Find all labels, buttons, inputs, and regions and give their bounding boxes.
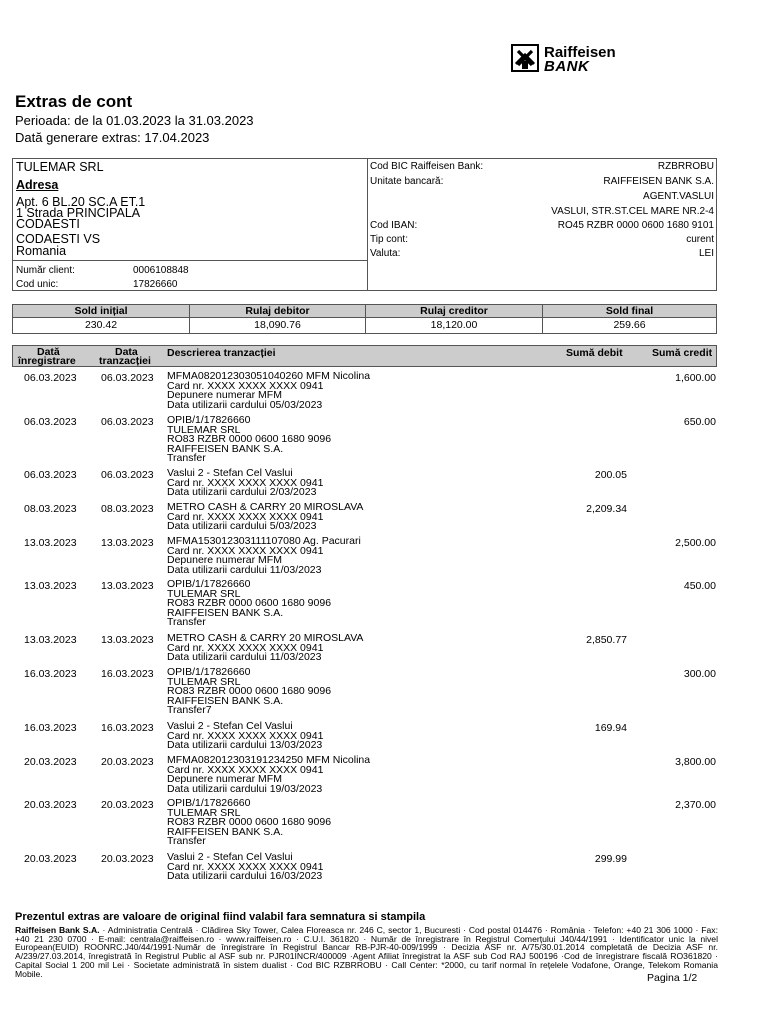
transaction-description — [167, 634, 363, 663]
transaction-description — [167, 580, 331, 628]
registration-date: 06.03.2023 — [24, 416, 77, 428]
transaction-date: 16.03.2023 — [101, 722, 154, 734]
unique-code-label: Cod unic: — [16, 279, 59, 290]
raiffeisen-logo — [511, 44, 631, 76]
unique-code: 17826660 — [133, 279, 178, 290]
description-line: RAIFFEISEN BANK S.A. — [167, 442, 284, 455]
validity-notice: Prezentul extras are valoare de original fiind valabil fara semnatura si stampila — [15, 911, 426, 923]
debit-amount: 169.94 — [594, 722, 627, 734]
client-number: 0006108848 — [133, 265, 189, 276]
opening-balance: 230.42 — [84, 319, 118, 331]
legal-company: Raiffeisen Bank S.A. — [15, 925, 100, 935]
iban-value: RO45 RZBR 0000 0600 1680 9101 — [557, 220, 714, 231]
credit-amount: 1,600.00 — [675, 372, 716, 384]
description-line: Card nr. XXXX XXXX XXXX 0941 — [167, 379, 324, 392]
summary-header-cell: Rulaj creditor — [365, 305, 542, 317]
summary-header-cell: Sold final — [542, 305, 716, 317]
transaction-description — [167, 853, 323, 882]
credit-amount: 2,370.00 — [675, 799, 716, 811]
client-name: TULEMAR SRL — [16, 160, 104, 174]
description-line: Transfer — [167, 452, 206, 464]
description-line: Data utilizarii cardului 2/03/2023 — [167, 486, 317, 498]
description-line: RO83 RZBR 0000 0600 1680 9096 — [167, 685, 332, 697]
summary-header-cell: Rulaj debitor — [189, 305, 365, 317]
statement-title: Extras de cont — [15, 92, 133, 111]
summary-values — [12, 318, 717, 334]
description-line: RAIFFEISEN BANK S.A. — [167, 606, 284, 619]
debit-amount: 299.99 — [594, 853, 627, 865]
currency-value: LEI — [698, 248, 714, 259]
address-line: CODAESTI — [16, 217, 80, 231]
registration-date: 16.03.2023 — [24, 722, 77, 734]
description-line: Data utilizarii cardului 11/03/2023 — [167, 651, 322, 663]
description-line: RO83 RZBR 0000 0600 1680 9096 — [167, 597, 332, 609]
transaction-date: 20.03.2023 — [101, 853, 154, 865]
unit-line: VASLUI, STR.ST.CEL MARE NR.2-4 — [551, 206, 714, 217]
description-line: RAIFFEISEN BANK S.A. — [167, 825, 284, 838]
description-line: MFMA082012303191234250 MFM Nicolina — [167, 754, 371, 766]
credit-amount: 650.00 — [683, 416, 716, 428]
transaction-description — [167, 503, 363, 532]
transaction-date: 20.03.2023 — [101, 756, 154, 768]
debit-amount: 2,850.77 — [586, 634, 627, 646]
description-line: Data utilizarii cardului 5/03/2023 — [167, 520, 317, 532]
description-line: Vaslui 2 - Stefan Cel Vaslui — [167, 720, 293, 732]
col-credit: Sumă credit — [652, 347, 713, 359]
transaction-date: 06.03.2023 — [101, 469, 154, 481]
description-line: Depunere numerar MFM — [167, 773, 282, 785]
description-line: Vaslui 2 - Stefan Cel Vaslui — [167, 467, 293, 479]
address-line: CODAESTI VS — [16, 232, 101, 246]
description-line: Card nr. XXXX XXXX XXXX 0941 — [167, 476, 324, 489]
transaction-description — [167, 722, 323, 751]
description-line: MFMA082012303051040260 MFM Nicolina — [167, 370, 371, 382]
registration-date: 06.03.2023 — [24, 469, 77, 481]
debit-total: 18,090.76 — [189, 318, 365, 333]
description-line: Card nr. XXXX XXXX XXXX 0941 — [167, 763, 324, 776]
account-info-box — [12, 158, 717, 291]
transaction-date: 06.03.2023 — [101, 372, 154, 384]
description-line: Card nr. XXXX XXXX XXXX 0941 — [167, 729, 324, 742]
transaction-date: 13.03.2023 — [101, 634, 154, 646]
transaction-date: 16.03.2023 — [101, 668, 154, 680]
transaction-description — [167, 799, 331, 847]
credit-amount: 2,500.00 — [675, 537, 716, 549]
description-line: Depunere numerar MFM — [167, 389, 282, 401]
closing-balance: 259.66 — [542, 318, 716, 333]
description-line: TULEMAR SRL — [167, 675, 241, 688]
description-line: METRO CASH & CARRY 20 MIROSLAVA — [167, 501, 364, 513]
description-line: Card nr. XXXX XXXX XXXX 0941 — [167, 641, 324, 654]
transaction-description — [167, 756, 370, 794]
legal-footer — [15, 926, 718, 978]
debit-amount: 2,209.34 — [586, 503, 627, 515]
iban-label: Cod IBAN: — [370, 220, 418, 231]
col-date-transaction-2: tranzacției — [99, 355, 151, 367]
description-line: OPIB/1/17826660 — [167, 666, 251, 678]
description-line: Transfer7 — [167, 704, 212, 716]
account-type-value: curent — [686, 234, 714, 245]
transaction-date: 20.03.2023 — [101, 799, 154, 811]
description-line: OPIB/1/17826660 — [167, 414, 251, 426]
description-line: Data utilizarii cardului 05/03/2023 — [167, 398, 323, 411]
summary-header-cell: Sold inițial — [74, 305, 128, 317]
summary-header — [12, 304, 717, 318]
credit-total: 18,120.00 — [365, 318, 542, 333]
description-line: Card nr. XXXX XXXX XXXX 0941 — [167, 544, 324, 557]
col-debit: Sumă debit — [566, 347, 623, 359]
logo-text-bank: BANK — [544, 58, 590, 75]
transaction-date: 13.03.2023 — [101, 580, 154, 592]
address-line: Romania — [16, 244, 67, 258]
registration-date: 13.03.2023 — [24, 537, 77, 549]
description-line: TULEMAR SRL — [167, 423, 241, 436]
transaction-description — [167, 668, 331, 716]
raiffeisen-gable-cross-icon — [511, 44, 539, 72]
bic-value: RZBRROBU — [657, 161, 714, 172]
client-number-label: Număr client: — [16, 265, 75, 276]
description-line: Transfer — [167, 835, 206, 847]
credit-amount: 3,800.00 — [675, 756, 716, 768]
registration-date: 06.03.2023 — [24, 372, 77, 384]
statement-generated-date: Dată generare extras: 17.04.2023 — [15, 130, 210, 145]
description-line: RO83 RZBR 0000 0600 1680 9096 — [167, 816, 332, 828]
description-line: Card nr. XXXX XXXX XXXX 0941 — [167, 510, 324, 523]
description-line: Data utilizarii cardului 19/03/2023 — [167, 782, 323, 795]
transaction-description — [167, 469, 323, 498]
registration-date: 13.03.2023 — [24, 580, 77, 592]
description-line: MFMA153012303111107080 Ag. Pacurari — [167, 535, 361, 547]
legal-text: · Administratia Centrală · Clădirea Sky Tower, Calea Floreasca nr. 246 C, sector 1, Bucuresti · Cod postal 014476 · România · Telefon: +40 21 306 1000 · Fax: +40 21 230 0700 · E-mail: centrala@raiffeisen.ro · www.raiffeisen.ro · C.U.I. 361820 · Număr de înregistrare în Registrul Comerțului J40/44/1991 · Identificator unic la nivel European(EUID) ROONRC.J40/44/1991·Număr de înregistrare în Registrul Bancar RB-PJR-40-009/1999 · Decizia ASF nr. A/75/30.01.2014 completată de Decizia ASF nr. A/239/27.03.2014, înregistrată în Registrul Public al ASF sub nr. PJR01INCR/400009 ·Agent Afiliat înregistrat la ASF sub Cod RAJ 500196 ·Cod de înregistrare fiscală RO361820 · Capital Social 1 200 mil Lei · Societate administrată în sistem dualist · Cod BIC RZBRROBU · Call Center: *2000, cu tarif normal în rețelele Vodafone, Orange, Telekom Romania Mobile. — [15, 925, 718, 979]
registration-date: 20.03.2023 — [24, 853, 77, 865]
col-date-registration-1: Dată — [37, 346, 60, 358]
registration-date: 20.03.2023 — [24, 756, 77, 768]
registration-date: 20.03.2023 — [24, 799, 77, 811]
address-label: Adresa — [16, 178, 59, 192]
description-line: Data utilizarii cardului 13/03/2023 — [167, 739, 323, 751]
description-line: Card nr. XXXX XXXX XXXX 0941 — [167, 860, 324, 873]
description-line: OPIB/1/17826660 — [167, 578, 251, 590]
description-line: Data utilizarii cardului 11/03/2023 — [167, 563, 322, 576]
logo-text-raiffeisen: Raiffeisen — [544, 44, 616, 61]
transaction-date: 13.03.2023 — [101, 537, 154, 549]
unit-line: RAIFFEISEN BANK S.A. — [603, 176, 714, 187]
credit-amount: 450.00 — [683, 580, 716, 592]
registration-date: 08.03.2023 — [24, 503, 77, 515]
bic-label: Cod BIC Raiffeisen Bank: — [370, 161, 484, 172]
description-line: TULEMAR SRL — [167, 806, 241, 819]
description-line: OPIB/1/17826660 — [167, 797, 251, 809]
currency-label: Valuta: — [370, 248, 401, 259]
description-line: Transfer — [167, 616, 206, 628]
registration-date: 13.03.2023 — [24, 634, 77, 646]
description-line: RAIFFEISEN BANK S.A. — [167, 694, 284, 707]
description-line: RO83 RZBR 0000 0600 1680 9096 — [167, 433, 332, 445]
transaction-description — [167, 416, 331, 464]
debit-amount: 200.05 — [594, 469, 627, 481]
account-type-label: Tip cont: — [370, 234, 408, 245]
address-line: Apt. 6 BL.20 SC.A ET.1 — [16, 195, 146, 209]
col-description: Descrierea tranzacției — [167, 347, 276, 359]
transaction-date: 06.03.2023 — [101, 416, 154, 428]
description-line: TULEMAR SRL — [167, 587, 241, 600]
transaction-description — [167, 372, 370, 410]
unit-line: AGENT.VASLUI — [643, 191, 714, 202]
registration-date: 16.03.2023 — [24, 668, 77, 680]
transaction-date: 08.03.2023 — [101, 503, 154, 515]
page-number: Pagina 1/2 — [647, 972, 698, 984]
col-date-registration-2: înregistrare — [18, 355, 76, 367]
credit-amount: 300.00 — [683, 668, 716, 680]
statement-period: Perioada: de la 01.03.2023 la 31.03.2023 — [15, 113, 254, 128]
description-line: Vaslui 2 - Stefan Cel Vaslui — [167, 851, 293, 863]
address-line: 1 Strada PRINCIPALA — [16, 206, 141, 220]
transaction-description — [167, 537, 361, 575]
col-date-transaction-1: Data — [115, 346, 138, 358]
description-line: Depunere numerar MFM — [167, 554, 282, 566]
description-line: Data utilizarii cardului 16/03/2023 — [167, 870, 323, 882]
description-line: METRO CASH & CARRY 20 MIROSLAVA — [167, 632, 364, 644]
unit-label: Unitate bancară: — [370, 176, 444, 187]
